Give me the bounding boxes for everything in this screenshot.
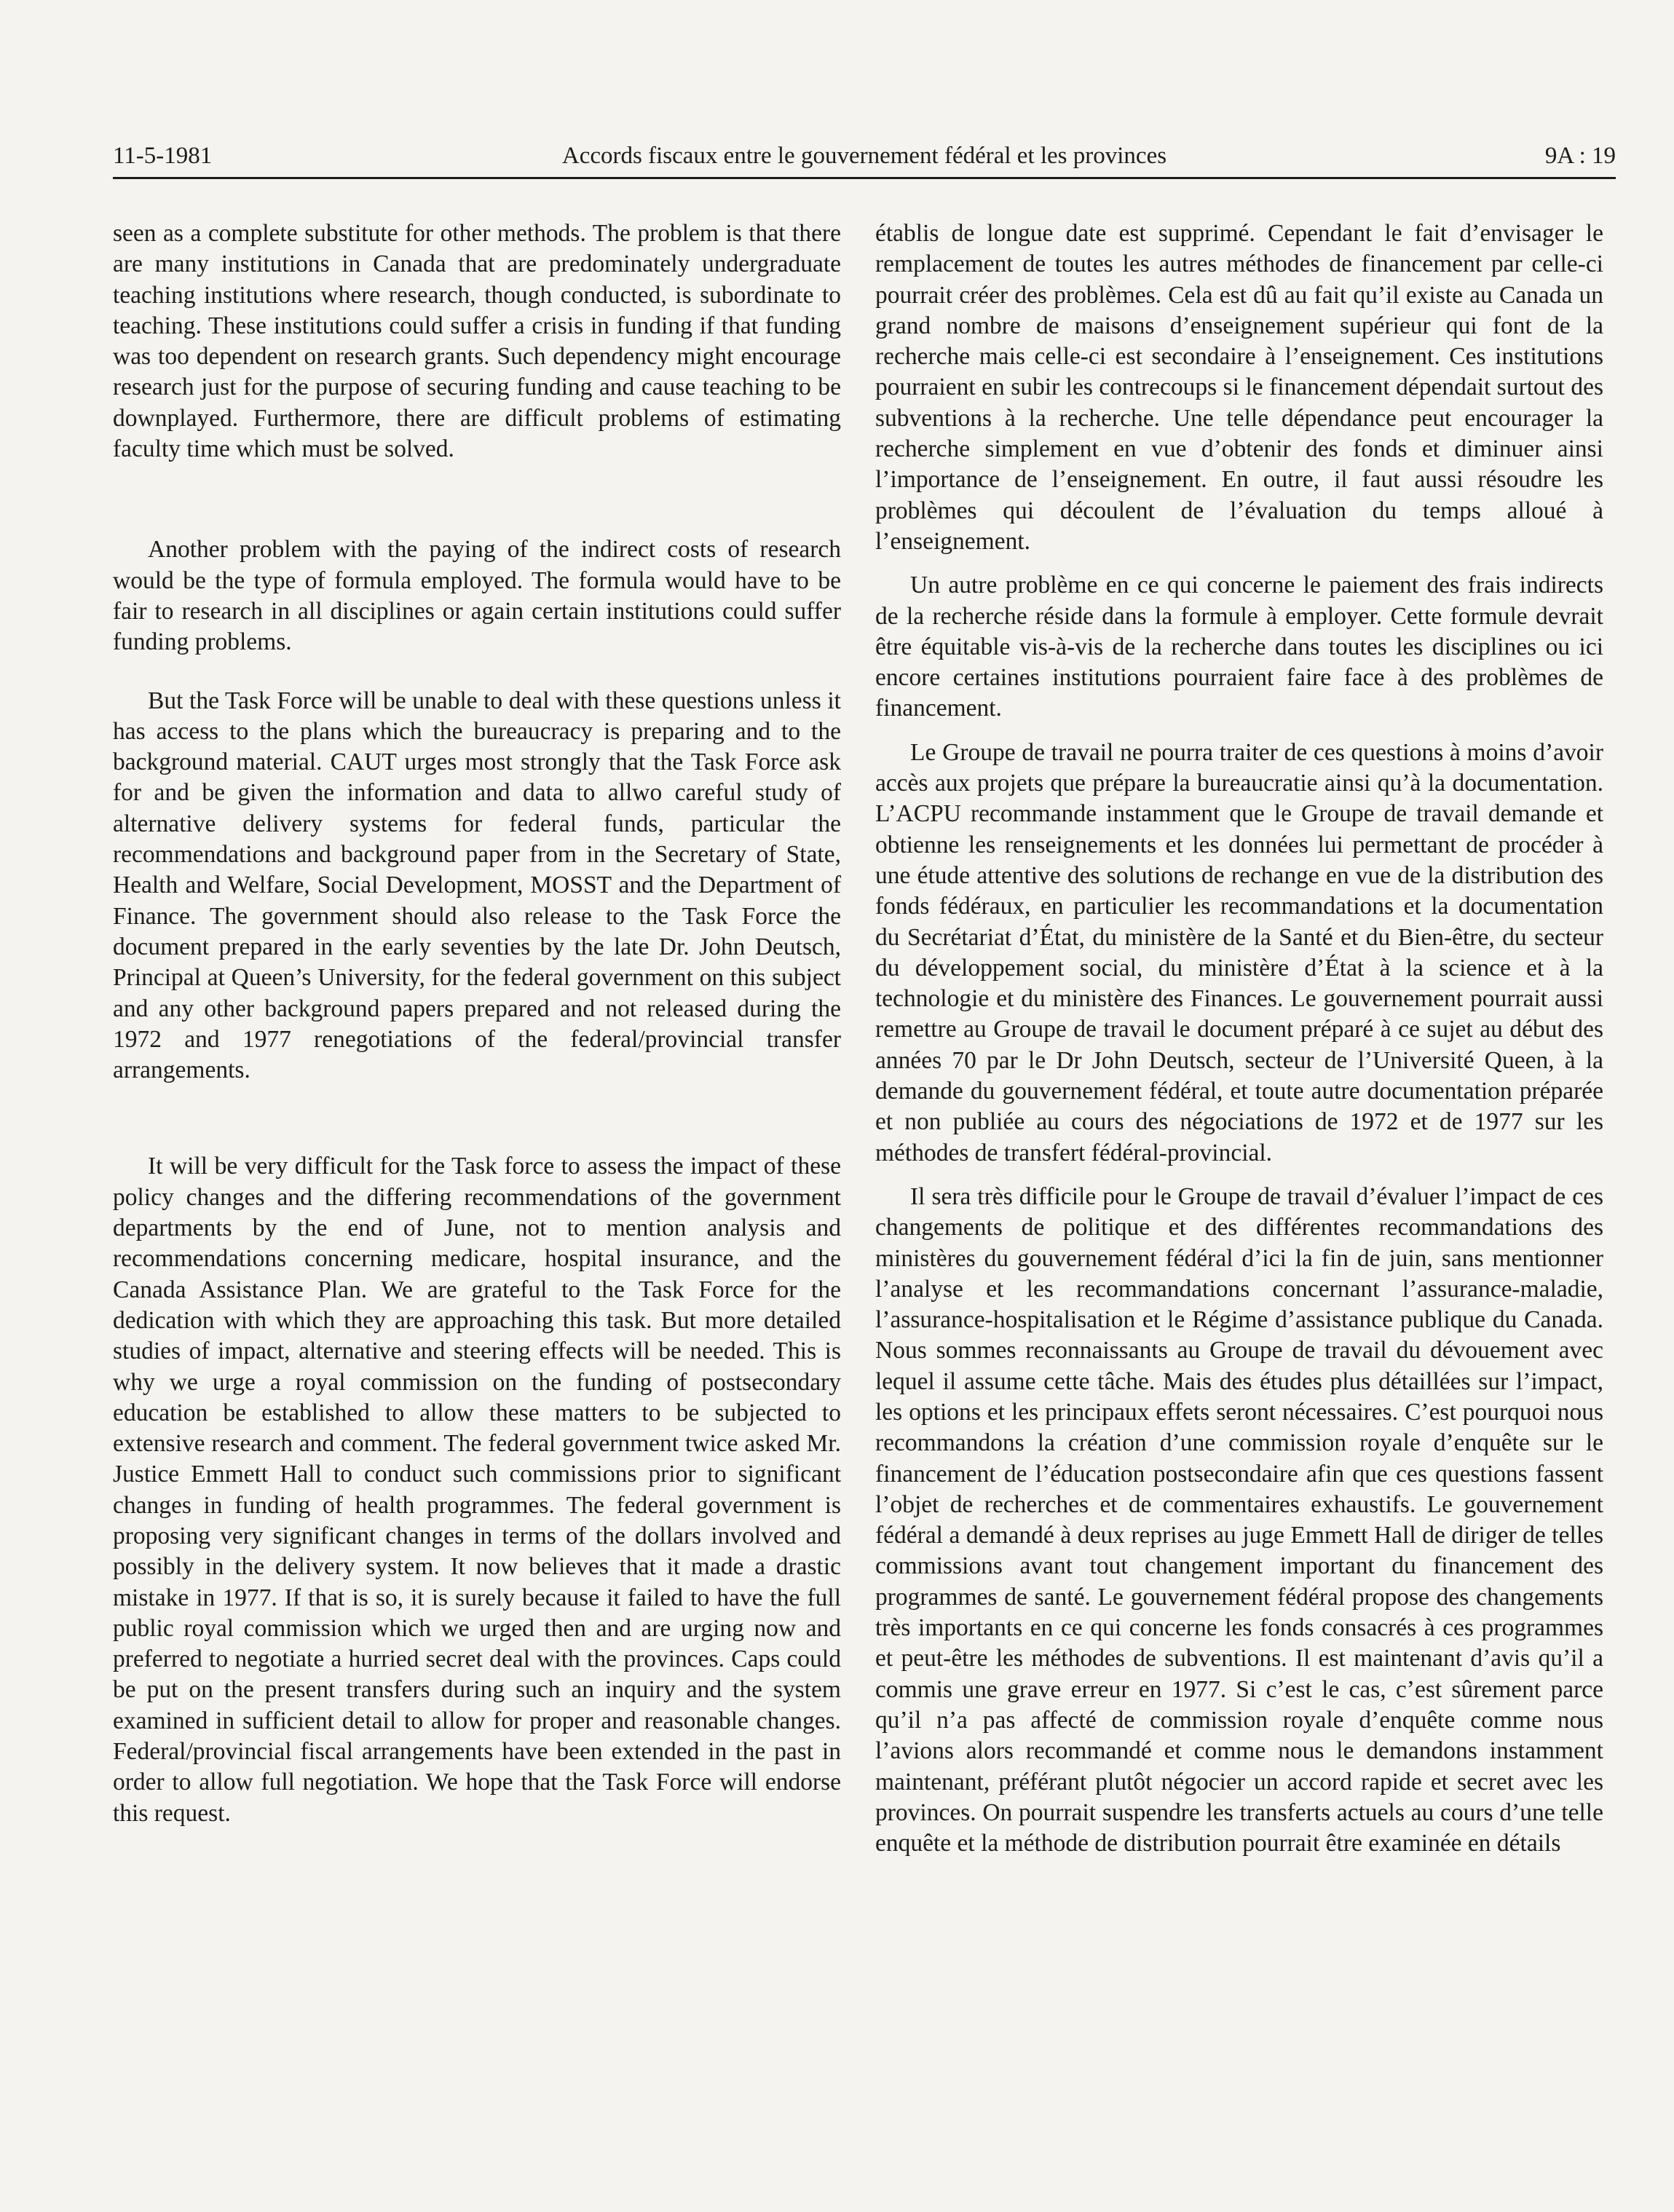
- header-date: 11-5-1981: [113, 143, 213, 169]
- page-header: [113, 143, 1616, 176]
- english-column: [113, 218, 841, 1829]
- paragraph: Another problem with the paying of the indirect costs of research would be the type of formula employed. The formula would have to be fair to research in all disciplines or again certain institutions could suffer funding problems.: [113, 536, 841, 656]
- header-rule: [113, 177, 1616, 179]
- paragraph: seen as a complete substitute for other methods. The problem is that there are many institutions in Canada that are predominately undergraduate teaching institutions where research, though conducted, is subordinate to teaching. These institutions could suffer a crisis in funding if that funding was too dependent on research grants. Such dependency might encourage research just for the purpose of securing funding and cause teaching to be downplayed. Furthermore, there are difficult problems of estimating faculty time which must be solved.: [113, 220, 841, 463]
- french-column: [875, 218, 1603, 1859]
- paragraph: But the Task Force will be unable to deal with these questions unless it has access to the plans which the bureaucracy is preparing and to the background material. CAUT urges most strongly that the Task Force ask for and be given the information and data to allwo careful study of alternative delivery systems for federal funds, particular the recommendations and background paper from in the Secretary of State, Health and Welfare, Social Development, MOSST and the Department of Finance. The government should also release to the Task Force the document prepared in the early seventies by the late Dr. John Deutsch, Principal at Queen’s University, for the federal government on this subject and any other background papers prepared and not released during the 1972 and 1977 renegotiations of the federal/provincial transfer arrangements.: [113, 687, 841, 1084]
- paragraph: Il sera très difficile pour le Groupe de travail d’évaluer l’impact de ces changements de politique et des différentes recommandations des ministères du gouvernement fédéral d’ici la fin de juin, sans mentionner l’analyse et les recommandations concernant l’assurance-maladie, l’assurance-hospitalisation et le Régime d’assistance publique du Canada. Nous sommes reconnaissants au Groupe de travail du dévouement avec lequel il assume cette tâche. Mais des études plus détaillées sur l’impact, les options et les principaux effets seront nécessaires. C’est pourquoi nous recommandons la création d’une commission royale d’enquête sur le financement de l’éducation postsecondaire afin que ces questions fassent l’objet de recherches et de commentaires exhaustifs. Le gouvernement fédéral a demandé à deux reprises au juge Emmett Hall de diriger de telles commissions avant tout changement important du financement des programmes de santé. Le gouvernement fédéral propose des changements très importants en ce qui concerne les fonds consacrés à ces programmes et peut-être les méthodes de subventions. Il est maintenant d’avis qu’il a commis une grave erreur en 1977. Si c’est le cas, c’est sûrement parce qu’il n’a pas affecté de commission royale d’enquête comme nous l’avions alors recommandé et comme nous le demandons instamment maintenant, préférant plutôt négocier un accord rapide et secret avec les provinces. On pourrait suspendre les transferts actuels au cours d’une telle enquête et la méthode de distribution pourrait être examinée en détails: [875, 1182, 1603, 1857]
- header-page-number: 9A : 19: [1544, 143, 1616, 169]
- header-title: Accords fiscaux entre le gouvernement fédéral et les provinces: [561, 143, 1167, 169]
- paragraph: Un autre problème en ce qui concerne le paiement des frais indirects de la recherche réside dans la formule à employer. Cette formule devrait être équitable vis-à-vis de la recherche dans toutes les disciplines ou ici encore certaines institutions pourraient faire face à des problèmes de financement.: [875, 572, 1603, 722]
- paragraph: établis de longue date est supprimé. Cependant le fait d’envisager le remplacement de toutes les autres méthodes de financement par celle-ci pourrait créer des problèmes. Cela est dû au fait qu’il existe au Canada un grand nombre de maisons d’enseignement supérieur qui font de la recherche mais celle-ci est secondaire à l’enseignement. Ces institutions pourraient en subir les contrecoups si le financement dépendait surtout des subventions à la recherche. Une telle dépendance peut encourager la recherche simplement en vue d’obtenir des fonds et diminuer ainsi l’importance de l’enseignement. En outre, il faut aussi résoudre les problèmes qui découlent de l’évaluation du temps alloué à l’enseignement.: [875, 220, 1603, 555]
- paragraph: It will be very difficult for the Task force to assess the impact of these policy changes and the differing recommendations of the government departments by the end of June, not to mention analysis and recommendations concerning medicare, hospital insurance, and the Canada Assistance Plan. We are grateful to the Task Force for the dedication with which they are approaching this task. But more detailed studies of impact, alternative and steering effects will be needed. This is why we urge a royal commission on the funding of postsecondary education be established to allow these matters to be subjected to extensive research and comment. The federal government twice asked Mr. Justice Emmett Hall to conduct such commissions prior to significant changes in funding of health programmes. The federal government is proposing very significant changes in terms of the dollars involved and possibly in the delivery system. It now believes that it made a drastic mistake in 1977. If that is so, it is surely because it failed to have the full public royal commission which we urged then and are urging now and preferred to negotiate a hurried secret deal with the provinces. Caps could be put on the present transfers during such an inquiry and the system examined in sufficient detail to allow for proper and reasonable changes. Federal/provincial fiscal arrangements have been extended in the past in order to allow full negotiation. We hope that the Task Force will endorse this request.: [113, 1153, 841, 1827]
- paragraph: Le Groupe de travail ne pourra traiter de ces questions à moins d’avoir accès aux projets que prépare la bureaucratie ainsi qu’à la documentation. L’ACPU recommande instamment que le Groupe de travail demande et obtienne les renseignements et les données lui permettant de procéder à une étude attentive des solutions de rechange en vue de la distribution des fonds fédéraux, en particulier les recommandations et la documentation du Secrétariat d’État, du ministère de la Santé et du Bien-être, du secteur du développement social, du ministère d’État à la science et à la technologie et du ministère des Finances. Le gouvernement pourrait aussi remettre au Groupe de travail le document préparé à ce sujet au début des années 70 par le Dr John Deutsch, secteur de l’Université Queen, à la demande du gouvernement fédéral, et toute autre documentation préparée et non publiée au cours des négociations de 1972 et de 1977 sur les méthodes de transfert fédéral-provincial.: [875, 738, 1603, 1166]
